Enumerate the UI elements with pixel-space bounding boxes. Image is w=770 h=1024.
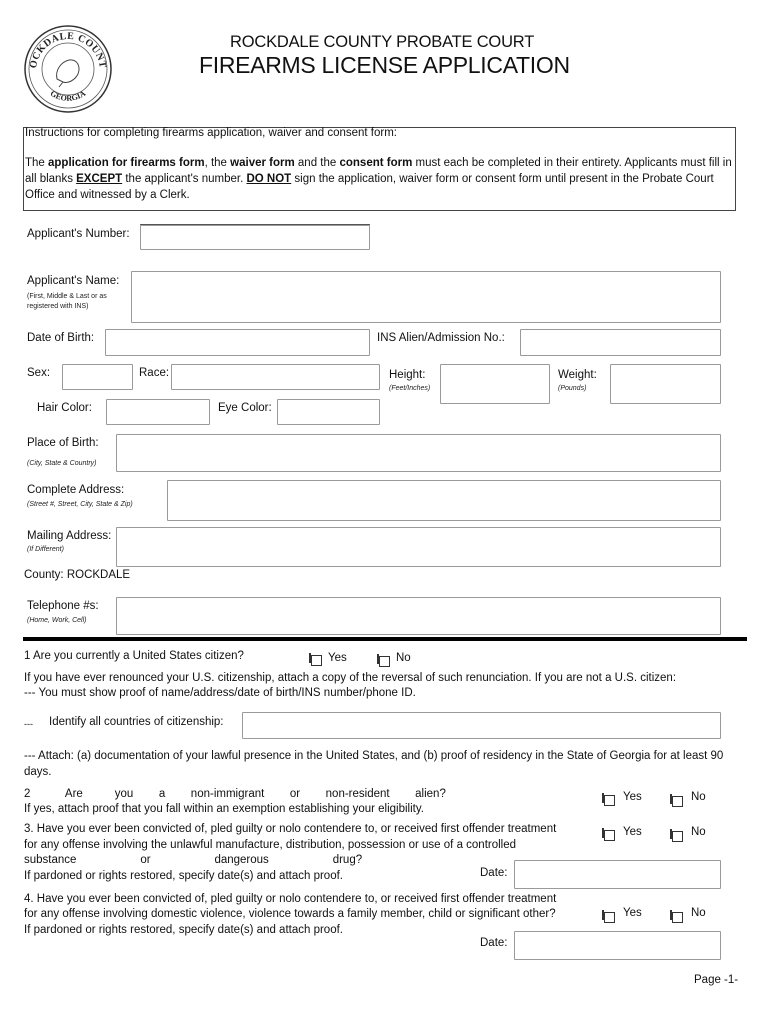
weight-field[interactable] bbox=[610, 364, 721, 404]
address-field[interactable] bbox=[167, 480, 721, 521]
q4-text-line1: 4. Have you ever been convicted of, pled guilty or nolo contendere to, or received first offender treatment bbox=[24, 893, 557, 905]
page-number: Page -1- bbox=[694, 974, 739, 986]
height-hint: (Feet/Inches) bbox=[389, 385, 431, 392]
dob-field[interactable] bbox=[105, 329, 370, 356]
q4-yes-checkbox[interactable] bbox=[604, 912, 615, 923]
applicant-number-label: Applicant's Number: bbox=[27, 228, 130, 240]
height-label: Height: bbox=[389, 369, 426, 381]
svg-text:GEORGIA bbox=[49, 89, 88, 103]
seal-top-text: OCKDALE COUNT bbox=[27, 30, 108, 70]
instructions-bold-3: consent form bbox=[339, 157, 413, 169]
q3-yes-checkbox[interactable] bbox=[604, 830, 615, 841]
q1-note-renounce: If you have ever renounced your U.S. citizenship, attach a copy of the reversal of such renunciation. If you are not a U.S. citizen: bbox=[24, 672, 677, 684]
q4-date-label: Date: bbox=[480, 937, 508, 949]
county-seal bbox=[23, 24, 113, 114]
instructions-text bbox=[25, 155, 735, 203]
instructions-text-3: and the bbox=[294, 157, 340, 169]
applicant-name-hint: (First, Middle & Last or as registered with INS) bbox=[27, 293, 107, 310]
q3-yes-label: Yes bbox=[623, 826, 642, 838]
address-hint: (Street #, Street, City, State & Zip) bbox=[27, 501, 133, 508]
q3-no-label: No bbox=[691, 826, 706, 838]
instructions-bold-2: waiver form bbox=[230, 157, 295, 169]
place-of-birth-label: Place of Birth: bbox=[27, 437, 99, 449]
q3-date-field[interactable] bbox=[514, 860, 721, 889]
q1-yes-checkbox[interactable] bbox=[311, 655, 322, 666]
weight-label: Weight: bbox=[558, 369, 597, 381]
citizenship-countries-field[interactable] bbox=[242, 712, 721, 739]
q2-no-label: No bbox=[691, 791, 706, 803]
eye-color-label: Eye Color: bbox=[218, 402, 272, 414]
race-label: Race: bbox=[139, 367, 170, 379]
q2-no-checkbox[interactable] bbox=[672, 796, 683, 807]
q1-no-checkbox[interactable] bbox=[379, 656, 390, 667]
q3-text-line4: If pardoned or rights restored, specify date(s) and attach proof. bbox=[24, 870, 343, 882]
telephone-field[interactable] bbox=[116, 597, 721, 635]
telephone-hint: (Home, Work, Cell) bbox=[27, 617, 87, 624]
q4-no-checkbox[interactable] bbox=[672, 912, 683, 923]
seal-bottom-text: GEORGIA bbox=[48, 88, 88, 103]
instructions-text-1: The bbox=[25, 157, 49, 169]
weight-hint: (Pounds) bbox=[558, 385, 587, 392]
height-field[interactable] bbox=[440, 364, 550, 404]
sex-label: Sex: bbox=[27, 367, 51, 379]
mailing-address-hint: (If Different) bbox=[27, 546, 64, 553]
instructions-text-5: the applicant's number. bbox=[122, 173, 247, 185]
q2-yes-checkbox[interactable] bbox=[604, 795, 615, 806]
q2-text-line2: If yes, attach proof that you fall within an exemption establishing your eligibility. bbox=[24, 803, 424, 815]
page-title: FIREARMS LICENSE APPLICATION bbox=[199, 52, 570, 78]
q3-text-line1: 3. Have you ever been convicted of, pled guilty or nolo contendere to, or received first offender treatment bbox=[24, 823, 557, 835]
sex-field[interactable] bbox=[62, 364, 133, 390]
ins-number-label: INS Alien/Admission No.: bbox=[377, 332, 505, 344]
q3-text-line3: substance or dangerous drug? bbox=[24, 854, 363, 866]
hair-color-field[interactable] bbox=[106, 399, 210, 425]
instructions-bold-5: DO NOT bbox=[246, 173, 292, 185]
q1-text: 1 Are you currently a United States citizen? bbox=[24, 650, 244, 662]
q1-attach-note: --- Attach: (a) documentation of your lawful presence in the United States, and (b) proof of residency in the State of Georgia for at least 90 days. bbox=[24, 750, 724, 778]
court-name: ROCKDALE COUNTY PROBATE COURT bbox=[230, 33, 535, 51]
q1-ident-label: Identify all countries of citizenship: bbox=[49, 716, 224, 728]
instructions-bold-4: EXCEPT bbox=[76, 173, 123, 185]
place-of-birth-field[interactable] bbox=[116, 434, 721, 472]
q1-no-label: No bbox=[396, 652, 411, 664]
q4-yes-label: Yes bbox=[623, 907, 642, 919]
q1-ident-prefix: --- bbox=[24, 719, 33, 729]
q3-no-checkbox[interactable] bbox=[672, 831, 683, 842]
q3-text-line2: for any offense involving the unlawful manufacture, distribution, possession or use of a controlled bbox=[24, 839, 517, 851]
eye-color-field[interactable] bbox=[277, 399, 380, 425]
instructions-heading: Instructions for completing firearms application, waiver and consent form: bbox=[25, 127, 397, 139]
q2-yes-label: Yes bbox=[623, 791, 642, 803]
q3-date-label: Date: bbox=[480, 867, 508, 879]
q1-yes-label: Yes bbox=[328, 652, 347, 664]
section-divider bbox=[23, 637, 747, 641]
seal-graphic bbox=[23, 24, 113, 114]
instructions-text-4: must each be completed in their entirety. Applicants must fill in all blanks bbox=[25, 157, 732, 185]
applicant-name-label: Applicant's Name: bbox=[27, 275, 120, 287]
ins-number-field[interactable] bbox=[520, 329, 721, 356]
instructions-text-2: , the bbox=[204, 157, 231, 169]
applicant-number-field[interactable] bbox=[140, 225, 370, 250]
q4-text-line3: If pardoned or rights restored, specify date(s) and attach proof. bbox=[24, 924, 343, 936]
telephone-label: Telephone #s: bbox=[27, 600, 99, 612]
mailing-address-label: Mailing Address: bbox=[27, 530, 112, 542]
race-field[interactable] bbox=[171, 364, 380, 390]
q1-note-proof: --- You must show proof of name/address/date of birth/INS number/phone ID. bbox=[24, 687, 416, 699]
mailing-address-field[interactable] bbox=[116, 527, 721, 567]
place-of-birth-hint: (City, State & Country) bbox=[27, 460, 97, 467]
q4-date-field[interactable] bbox=[514, 931, 721, 960]
q4-no-label: No bbox=[691, 907, 706, 919]
county-value: County: ROCKDALE bbox=[24, 569, 131, 581]
dob-label: Date of Birth: bbox=[27, 332, 95, 344]
q4-text-line2: for any offense involving domestic violence, violence towards a family member, child or significant other? bbox=[24, 908, 556, 920]
applicant-name-field[interactable] bbox=[131, 271, 721, 323]
address-label: Complete Address: bbox=[27, 484, 125, 496]
hair-color-label: Hair Color: bbox=[37, 402, 92, 414]
instructions-bold-1: application for firearms form bbox=[48, 157, 205, 169]
instructions-box bbox=[23, 127, 736, 211]
q2-text-line1: 2 Are you a non-immigrant or non-resident alien? bbox=[24, 788, 446, 800]
instructions-text-6: sign the application, waiver form or consent form until present in the Probate Court Office and witnessed by a Clerk. bbox=[25, 173, 714, 201]
